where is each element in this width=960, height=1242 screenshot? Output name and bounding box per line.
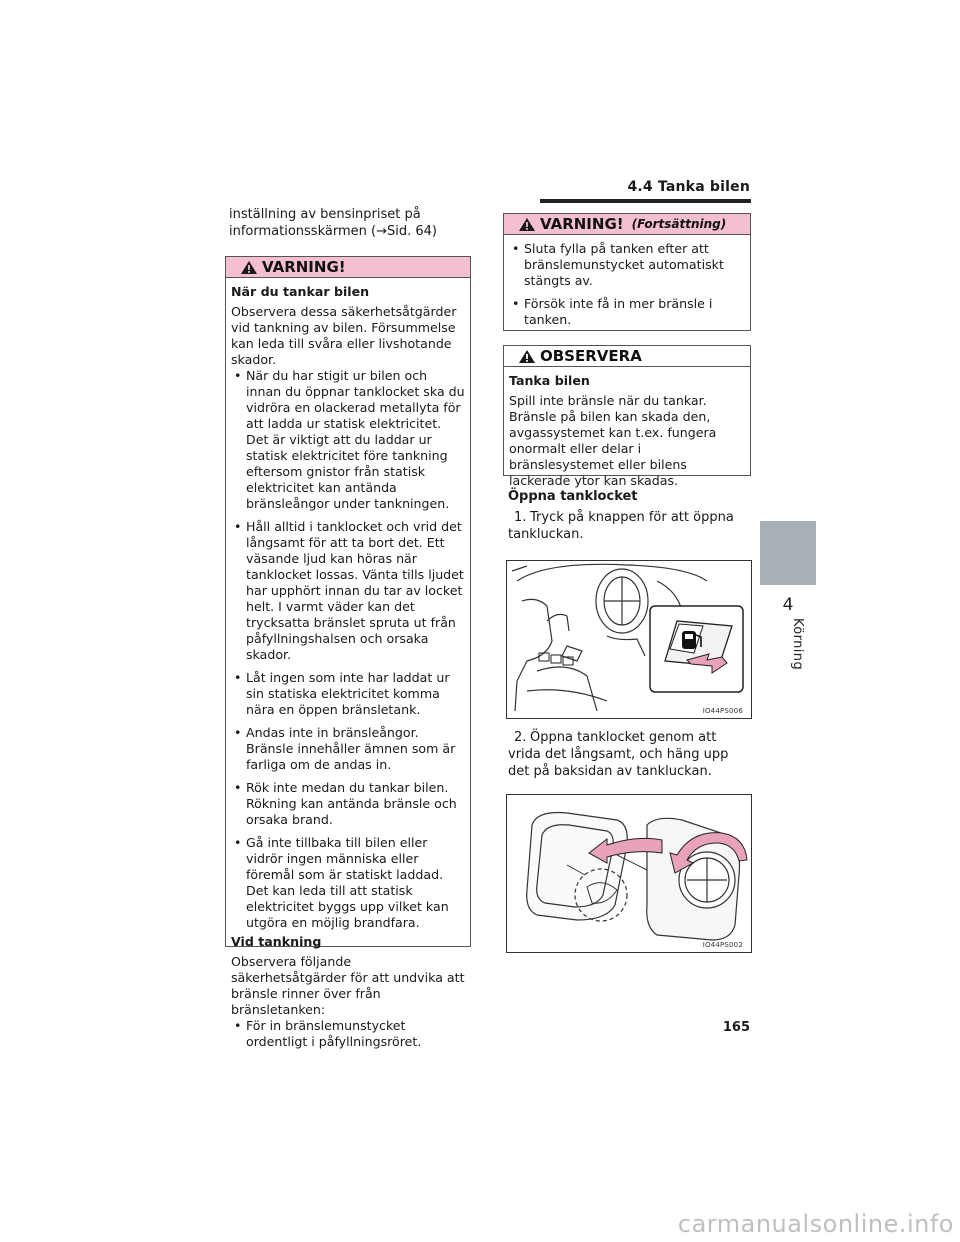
continued-label: (Fortsättning): [631, 217, 727, 231]
warning-box: [225, 256, 471, 1049]
figure-fuel-cap: [506, 794, 752, 953]
notice-box: [503, 345, 751, 488]
step-1: [508, 509, 748, 543]
step-2-number: 2.: [514, 730, 527, 745]
fuel-cap-illustration: [507, 795, 751, 952]
warning-subheading-2: Vid tankning: [231, 934, 322, 949]
step-1-text: Tryck på knappen för att öppna tankluckan.: [508, 510, 734, 542]
warning-continued-box: [503, 213, 751, 331]
intro-text: inställning av bensinpriset på informationsskärmen (→Sid. 64): [229, 207, 437, 239]
dashboard-illustration: [507, 561, 751, 718]
list-item: • När du har stigit ur bilen och innan du öppnar tanklocket ska du vidröra en olackerad metallyta för att ladda ur statisk elektricitet. Det är viktigt att du laddar ur statisk elektricitet före tankning eftersom gnistor från statisk elektricitet kan antända bränsleångor under tankningen.: [231, 368, 465, 512]
procedure-title: Öppna tanklocket: [508, 489, 638, 504]
warning-subheading-1: När du tankar bilen: [231, 284, 370, 299]
notice-header: [504, 346, 750, 367]
notice-body: [504, 367, 750, 493]
list-item: • För in bränslemunstycket ordentligt i påfyllningsröret.: [231, 1018, 465, 1050]
warning-bullets-1: [231, 368, 465, 931]
section-header: 4.4 Tanka bilen: [627, 179, 750, 195]
figure-code: IO44PS002: [702, 941, 743, 949]
chapter-number: 4: [782, 595, 794, 615]
warning-continued-title: VARNING!: [540, 215, 624, 233]
warning-title: VARNING!: [262, 258, 346, 276]
notice-title: OBSERVERA: [540, 347, 642, 365]
warning-triangle-icon: [240, 260, 258, 275]
notice-subheading: Tanka bilen: [509, 373, 590, 388]
warning-bullets-2: [231, 1018, 465, 1050]
warning-para-1: Observera dessa säkerhetsåtgärder vid tankning av bilen. Försummelse kan leda till svåra eller livshotande skador.: [231, 304, 457, 367]
warning-triangle-icon: [518, 217, 536, 232]
step-2: [508, 729, 750, 780]
header-rule: [540, 199, 751, 203]
list-item: • Låt ingen som inte har laddat ur sin statiska elektricitet komma nära en öppen bränsletank.: [231, 670, 465, 718]
list-item: • Håll alltid i tanklocket och vrid det långsamt för att ta bort det. Ett väsande ljud kan höras när tanklocket lossas. Vänta tills ljudet har upphört innan du tar av locket helt. I varmt väder kan det trycksatta bränslet spruta ut från påfyllningshalsen och orsaka skador.: [231, 519, 465, 663]
list-item: • Rök inte medan du tankar bilen. Rökning kan antända bränsle och orsaka brand.: [231, 780, 465, 828]
chapter-tab: [760, 521, 816, 585]
watermark: carmanualsonline.info: [677, 1210, 954, 1238]
chapter-label: Körning: [790, 618, 805, 671]
warning-para-2: Observera följande säkerhetsåtgärder för att undvika att bränsle rinner över från bränsletanken:: [231, 954, 465, 1017]
figure-code: IO44PS006: [702, 707, 743, 715]
warning-continued-body: [504, 235, 750, 339]
warning-body: [226, 278, 470, 1061]
page-number: 165: [722, 1020, 750, 1035]
warning-header: [226, 257, 470, 278]
list-item: • Andas inte in bränsleångor. Bränsle innehåller ämnen som är farliga om de andas in.: [231, 725, 465, 773]
warning-triangle-icon: [518, 349, 536, 364]
step-1-number: 1.: [514, 510, 527, 525]
warning-continued-bullets: [509, 241, 745, 328]
list-item: • Gå inte tillbaka till bilen eller vidrör ingen människa eller föremål som är statiskt laddad. Det kan leda till att statisk elektricitet byggs upp vilket kan utgöra en möjlig brandfara.: [231, 835, 465, 931]
list-item: • Sluta fylla på tanken efter att bränslemunstycket automatiskt stängts av.: [509, 241, 745, 289]
figure-fuel-door-button: [506, 560, 752, 719]
step-2-text: Öppna tanklocket genom att vrida det långsamt, och häng upp det på baksidan av tankluckan.: [508, 730, 729, 779]
warning-continued-header: [504, 214, 750, 235]
notice-para: Spill inte bränsle när du tankar. Bränsle på bilen kan skada den, avgassystemet kan t.ex. fungera onormalt eller delar i bränslesystemet eller bilens lackerade ytor kan skadas.: [509, 393, 717, 488]
list-item: • Försök inte få in mer bränsle i tanken.: [509, 296, 745, 328]
